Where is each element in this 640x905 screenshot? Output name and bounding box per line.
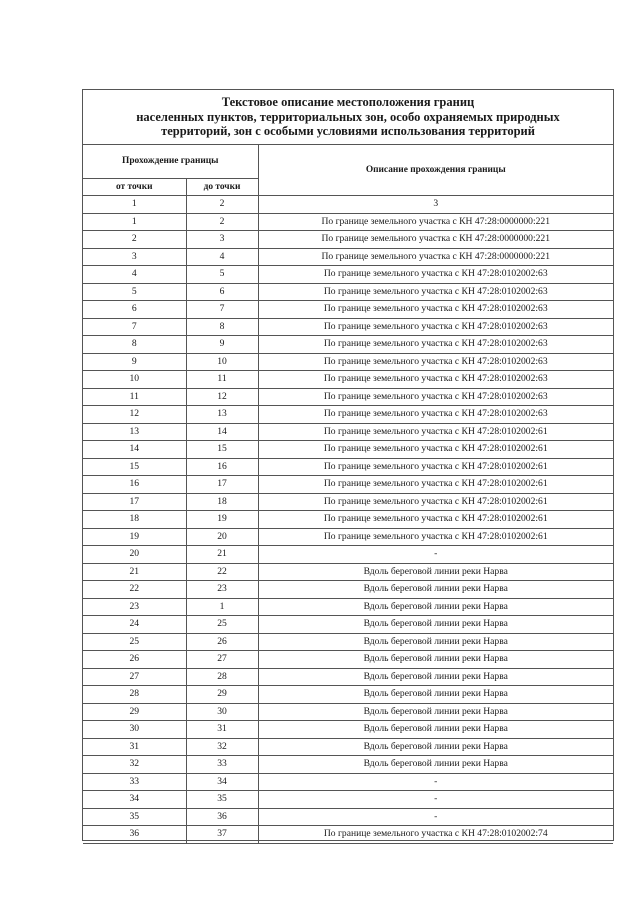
cell-to-point: 27 (186, 651, 258, 669)
cell-to-point: 10 (186, 353, 258, 371)
document-title (83, 90, 613, 145)
cell-description: Вдоль береговой линии реки Нарва (258, 598, 613, 616)
column-number-row (83, 196, 613, 214)
table-row (83, 353, 613, 371)
table-row (83, 528, 613, 546)
cell-from-point: 12 (83, 406, 186, 424)
cell-description: - (258, 773, 613, 791)
table-row (83, 213, 613, 231)
table-row (83, 458, 613, 476)
cell-from-point: 26 (83, 651, 186, 669)
cell-to-point: 17 (186, 476, 258, 494)
cell-from-point: 8 (83, 336, 186, 354)
cell-from-point: 35 (83, 808, 186, 826)
cell-to-point: 8 (186, 318, 258, 336)
cell-to-point: 6 (186, 283, 258, 301)
table-row (83, 476, 613, 494)
cell-from-point: 33 (83, 773, 186, 791)
cell-description: - (258, 808, 613, 826)
cell-from-point: 22 (83, 581, 186, 599)
cell-description: Вдоль береговой линии реки Нарва (258, 633, 613, 651)
cell-from-point: 10 (83, 371, 186, 389)
cell-from-point: 2 (83, 231, 186, 249)
cell-from-point: 14 (83, 441, 186, 459)
cell-from-point: 24 (83, 616, 186, 634)
cell-description: По границе земельного участка с КН 47:28:0000000:221 (258, 213, 613, 231)
cell-from-point: 19 (83, 528, 186, 546)
table-row (83, 773, 613, 791)
cell-to-point: 33 (186, 756, 258, 774)
cell-description: Вдоль береговой линии реки Нарва (258, 756, 613, 774)
header-to-point: до точки (186, 178, 258, 196)
cell-from-point: 34 (83, 791, 186, 809)
title-line-2: населенных пунктов, территориальных зон, особо охраняемых природных (136, 109, 560, 124)
table-row (83, 616, 613, 634)
title-line-3: территорий, зон с особыми условиями использования территорий (161, 124, 535, 138)
cell-from-point: 7 (83, 318, 186, 336)
table-row (83, 283, 613, 301)
cell-from-point: 29 (83, 703, 186, 721)
table-row (83, 423, 613, 441)
cell-description: По границе земельного участка с КН 47:28:0102002:61 (258, 511, 613, 529)
cell-from-point: 5 (83, 283, 186, 301)
cell-to-point: 14 (186, 423, 258, 441)
cell-to-point: 16 (186, 458, 258, 476)
cell-description: По границе земельного участка с КН 47:28:0102002:63 (258, 406, 613, 424)
table-row (83, 388, 613, 406)
table-row (83, 756, 613, 774)
cell-from-point: 16 (83, 476, 186, 494)
table-row (83, 808, 613, 826)
cell-description: По границе земельного участка с КН 47:28:0102002:63 (258, 266, 613, 284)
cell-from-point: 6 (83, 301, 186, 319)
cell-description: По границе земельного участка с КН 47:28:0102002:63 (258, 301, 613, 319)
table-row (83, 563, 613, 581)
cell-to-point: 13 (186, 406, 258, 424)
table-row (83, 336, 613, 354)
cell-from-point: 23 (83, 598, 186, 616)
cell-to-point: 36 (186, 808, 258, 826)
cell-description: По границе земельного участка с КН 47:28:0102002:61 (258, 458, 613, 476)
column-number-2: 2 (186, 196, 258, 214)
cell-from-point: 30 (83, 721, 186, 739)
cell-to-point: 3 (186, 231, 258, 249)
cell-from-point: 17 (83, 493, 186, 511)
cell-to-point: 26 (186, 633, 258, 651)
table-row (83, 493, 613, 511)
table-row (83, 248, 613, 266)
cell-description: По границе земельного участка с КН 47:28:0102002:63 (258, 353, 613, 371)
header-description: Описание прохождения границы (258, 145, 613, 196)
cell-to-point: 9 (186, 336, 258, 354)
cell-from-point: 20 (83, 546, 186, 564)
table-body (83, 213, 613, 843)
table-row (83, 231, 613, 249)
cell-description: Вдоль береговой линии реки Нарва (258, 686, 613, 704)
cell-to-point: 37 (186, 826, 258, 844)
cell-from-point: 36 (83, 826, 186, 844)
cell-from-point: 32 (83, 756, 186, 774)
cell-description: Вдоль береговой линии реки Нарва (258, 703, 613, 721)
cell-to-point: 15 (186, 441, 258, 459)
cell-from-point: 25 (83, 633, 186, 651)
table-row (83, 441, 613, 459)
cell-to-point: 32 (186, 738, 258, 756)
cell-from-point: 28 (83, 686, 186, 704)
cell-description: По границе земельного участка с КН 47:28:0102002:61 (258, 493, 613, 511)
header-passage: Прохождение границы (83, 145, 258, 178)
cell-from-point: 11 (83, 388, 186, 406)
cell-description: По границе земельного участка с КН 47:28:0102002:61 (258, 476, 613, 494)
cell-from-point: 18 (83, 511, 186, 529)
cell-description: По границе земельного участка с КН 47:28:0102002:61 (258, 423, 613, 441)
cell-to-point: 22 (186, 563, 258, 581)
cell-from-point: 27 (83, 668, 186, 686)
cell-from-point: 13 (83, 423, 186, 441)
cell-description: По границе земельного участка с КН 47:28:0102002:63 (258, 371, 613, 389)
cell-from-point: 1 (83, 213, 186, 231)
title-line-1: Текстовое описание местоположения границ (221, 95, 475, 109)
cell-to-point: 7 (186, 301, 258, 319)
cell-to-point: 4 (186, 248, 258, 266)
table-row (83, 301, 613, 319)
cell-from-point: 9 (83, 353, 186, 371)
cell-to-point: 29 (186, 686, 258, 704)
cell-description: По границе земельного участка с КН 47:28:0102002:63 (258, 283, 613, 301)
cell-to-point: 5 (186, 266, 258, 284)
cell-to-point: 12 (186, 388, 258, 406)
cell-to-point: 20 (186, 528, 258, 546)
table-row (83, 598, 613, 616)
cell-description: Вдоль береговой линии реки Нарва (258, 668, 613, 686)
cell-to-point: 30 (186, 703, 258, 721)
cell-from-point: 4 (83, 266, 186, 284)
cell-description: По границе земельного участка с КН 47:28:0102002:61 (258, 528, 613, 546)
table-row (83, 668, 613, 686)
table-row (83, 633, 613, 651)
cell-to-point: 23 (186, 581, 258, 599)
table-row (83, 546, 613, 564)
cell-from-point: 15 (83, 458, 186, 476)
cell-description: Вдоль береговой линии реки Нарва (258, 563, 613, 581)
cell-to-point: 2 (186, 213, 258, 231)
cell-description: Вдоль береговой линии реки Нарва (258, 721, 613, 739)
cell-description: Вдоль береговой линии реки Нарва (258, 581, 613, 599)
cell-to-point: 34 (186, 773, 258, 791)
cell-to-point: 18 (186, 493, 258, 511)
table-row (83, 318, 613, 336)
table-row (83, 738, 613, 756)
cell-description: По границе земельного участка с КН 47:28:0102002:63 (258, 388, 613, 406)
cell-to-point: 19 (186, 511, 258, 529)
cell-description: По границе земельного участка с КН 47:28:0102002:63 (258, 318, 613, 336)
table-row (83, 826, 613, 844)
cell-to-point: 1 (186, 598, 258, 616)
cell-description: По границе земельного участка с КН 47:28:0102002:74 (258, 826, 613, 844)
cell-to-point: 25 (186, 616, 258, 634)
table-row (83, 703, 613, 721)
header-from-point: от точки (83, 178, 186, 196)
cell-to-point: 11 (186, 371, 258, 389)
cell-description: Вдоль береговой линии реки Нарва (258, 616, 613, 634)
cell-description: Вдоль береговой линии реки Нарва (258, 738, 613, 756)
table-row (83, 651, 613, 669)
cell-description: Вдоль береговой линии реки Нарва (258, 651, 613, 669)
cell-description: - (258, 791, 613, 809)
cell-description: По границе земельного участка с КН 47:28:0000000:221 (258, 248, 613, 266)
table-row (83, 511, 613, 529)
table-row (83, 791, 613, 809)
table-row (83, 371, 613, 389)
cell-from-point: 3 (83, 248, 186, 266)
table-row (83, 266, 613, 284)
boundary-table (83, 145, 613, 844)
cell-description: - (258, 546, 613, 564)
document-frame (82, 89, 614, 841)
cell-description: По границе земельного участка с КН 47:28:0102002:63 (258, 336, 613, 354)
cell-to-point: 31 (186, 721, 258, 739)
cell-description: По границе земельного участка с КН 47:28:0000000:221 (258, 231, 613, 249)
table-row (83, 406, 613, 424)
cell-to-point: 28 (186, 668, 258, 686)
cell-description: По границе земельного участка с КН 47:28:0102002:61 (258, 441, 613, 459)
cell-from-point: 21 (83, 563, 186, 581)
header-row-1 (83, 145, 613, 178)
table-row (83, 686, 613, 704)
table-row (83, 721, 613, 739)
cell-to-point: 35 (186, 791, 258, 809)
column-number-3: 3 (258, 196, 613, 214)
table-row (83, 581, 613, 599)
cell-from-point: 31 (83, 738, 186, 756)
cell-to-point: 21 (186, 546, 258, 564)
column-number-1: 1 (83, 196, 186, 214)
